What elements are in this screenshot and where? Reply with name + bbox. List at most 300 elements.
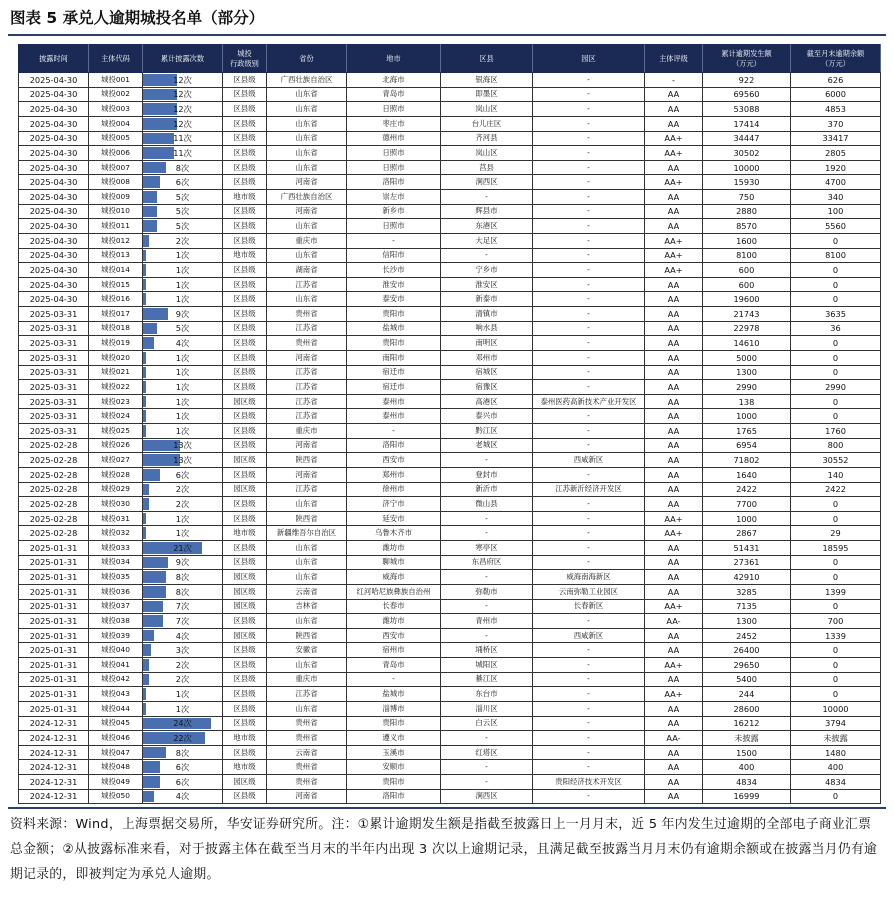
district-cell: 泰兴市 (441, 409, 533, 424)
level-cell: 区县级 (223, 789, 267, 804)
city-cell: 日照市 (347, 146, 441, 161)
disclosure-count-cell (143, 321, 223, 336)
district-cell: - (441, 731, 533, 746)
total-cell: 69560 (703, 87, 791, 102)
code-cell: 城投011 (89, 219, 143, 234)
province-cell: 河南省 (267, 204, 347, 219)
total-cell: 51431 (703, 541, 791, 556)
column-header: 披露时间 (19, 45, 89, 73)
province-cell: 河南省 (267, 350, 347, 365)
date-cell: 2025-03-31 (19, 394, 89, 409)
city-cell: 日照市 (347, 102, 441, 117)
count-label: 11次 (173, 133, 192, 144)
province-cell: 贵州省 (267, 716, 347, 731)
rating-cell: AA (645, 409, 703, 424)
level-cell: 地市级 (223, 248, 267, 263)
count-label: 2次 (175, 498, 190, 509)
table-row (19, 584, 881, 599)
table-row (19, 73, 881, 88)
code-cell: 城投044 (89, 701, 143, 716)
disclosure-count-cell (143, 643, 223, 658)
district-cell: - (441, 248, 533, 263)
date-cell: 2025-03-31 (19, 424, 89, 439)
park-cell: 云南弥勒工业园区 (533, 584, 645, 599)
table-row (19, 131, 881, 146)
count-label: 5次 (175, 323, 190, 334)
table-row (19, 687, 881, 702)
total-cell: 16999 (703, 789, 791, 804)
district-cell: - (441, 760, 533, 775)
column-header: 园区 (533, 45, 645, 73)
rating-cell: AA+ (645, 263, 703, 278)
city-cell: 宿迁市 (347, 365, 441, 380)
city-cell: 日照市 (347, 160, 441, 175)
code-cell: 城投026 (89, 438, 143, 453)
park-cell: - (533, 701, 645, 716)
total-cell: 922 (703, 73, 791, 88)
level-cell: 区县级 (223, 292, 267, 307)
disclosure-count-cell (143, 584, 223, 599)
total-cell: 53088 (703, 102, 791, 117)
date-cell: 2025-04-30 (19, 277, 89, 292)
park-cell: 贵阳经济技术开发区 (533, 775, 645, 790)
park-cell: - (533, 102, 645, 117)
table-row (19, 116, 881, 131)
disclosure-count-cell (143, 614, 223, 629)
total-cell: 42910 (703, 570, 791, 585)
province-cell: 江苏省 (267, 365, 347, 380)
level-cell: 区县级 (223, 73, 267, 88)
total-cell: 未披露 (703, 731, 791, 746)
province-cell: 重庆市 (267, 233, 347, 248)
park-cell: - (533, 541, 645, 556)
table-row (19, 424, 881, 439)
count-label: 6次 (175, 469, 190, 480)
code-cell: 城投003 (89, 102, 143, 117)
balance-cell: 30552 (791, 453, 881, 468)
park-cell: - (533, 614, 645, 629)
city-cell: 长春市 (347, 599, 441, 614)
disclosure-count-cell (143, 102, 223, 117)
city-cell: - (347, 424, 441, 439)
park-cell: 江苏新沂经济开发区 (533, 482, 645, 497)
disclosure-count-cell (143, 131, 223, 146)
park-cell: - (533, 131, 645, 146)
park-cell: - (533, 745, 645, 760)
district-cell: 清镇市 (441, 307, 533, 322)
date-cell: 2025-01-31 (19, 541, 89, 556)
total-cell: 5000 (703, 350, 791, 365)
count-label: 9次 (175, 308, 190, 319)
level-cell: 区县级 (223, 687, 267, 702)
code-cell: 城投036 (89, 584, 143, 599)
table-row (19, 350, 881, 365)
table-row (19, 190, 881, 205)
disclosure-count-cell (143, 628, 223, 643)
code-cell: 城投021 (89, 365, 143, 380)
level-cell: 园区级 (223, 584, 267, 599)
park-cell: - (533, 292, 645, 307)
park-cell: - (533, 219, 645, 234)
city-cell: 潍坊市 (347, 614, 441, 629)
column-header: 地市 (347, 45, 441, 73)
count-label: 8次 (175, 572, 190, 583)
balance-cell: 0 (791, 263, 881, 278)
rating-cell: AA- (645, 614, 703, 629)
rating-cell: AA+ (645, 146, 703, 161)
total-cell: 30502 (703, 146, 791, 161)
table-row (19, 482, 881, 497)
level-cell: 区县级 (223, 497, 267, 512)
disclosure-count-cell (143, 599, 223, 614)
city-cell: 崇左市 (347, 190, 441, 205)
city-cell: 潍坊市 (347, 541, 441, 556)
district-cell: - (441, 511, 533, 526)
total-cell: 2867 (703, 526, 791, 541)
date-cell: 2025-01-31 (19, 570, 89, 585)
level-cell: 区县级 (223, 658, 267, 673)
disclosure-count-cell (143, 760, 223, 775)
balance-cell: 626 (791, 73, 881, 88)
balance-cell: 36 (791, 321, 881, 336)
park-cell: - (533, 467, 645, 482)
province-cell: 江苏省 (267, 482, 347, 497)
district-cell: 新泰市 (441, 292, 533, 307)
balance-cell: 0 (791, 511, 881, 526)
total-cell: 16212 (703, 716, 791, 731)
disclosure-count-cell (143, 482, 223, 497)
balance-cell: 6000 (791, 87, 881, 102)
park-cell: 长春新区 (533, 599, 645, 614)
city-cell: 郑州市 (347, 467, 441, 482)
city-cell: 盐城市 (347, 687, 441, 702)
province-cell: 江苏省 (267, 380, 347, 395)
level-cell: 区县级 (223, 555, 267, 570)
level-cell: 区县级 (223, 321, 267, 336)
code-cell: 城投027 (89, 453, 143, 468)
column-header: 主体评级 (645, 45, 703, 73)
total-cell: 1500 (703, 745, 791, 760)
table-row (19, 775, 881, 790)
disclosure-count-cell (143, 789, 223, 804)
total-cell: 2880 (703, 204, 791, 219)
balance-cell: 1399 (791, 584, 881, 599)
district-cell: 登封市 (441, 467, 533, 482)
date-cell: 2024-12-31 (19, 775, 89, 790)
park-cell: - (533, 116, 645, 131)
balance-cell: 2422 (791, 482, 881, 497)
city-cell: 洛阳市 (347, 789, 441, 804)
count-label: 12次 (173, 89, 192, 100)
date-cell: 2025-04-30 (19, 102, 89, 117)
park-cell: - (533, 672, 645, 687)
province-cell: 江苏省 (267, 687, 347, 702)
count-label: 9次 (175, 557, 190, 568)
level-cell: 区县级 (223, 424, 267, 439)
table-row (19, 570, 881, 585)
disclosure-count-cell (143, 775, 223, 790)
park-cell: - (533, 789, 645, 804)
date-cell: 2025-04-30 (19, 292, 89, 307)
disclosure-count-cell (143, 716, 223, 731)
balance-cell: 2805 (791, 146, 881, 161)
disclosure-count-cell (143, 160, 223, 175)
balance-cell: 3794 (791, 716, 881, 731)
balance-cell: 4853 (791, 102, 881, 117)
rating-cell: AA (645, 219, 703, 234)
city-cell: 宿迁市 (347, 380, 441, 395)
province-cell: 山东省 (267, 292, 347, 307)
balance-cell: 3635 (791, 307, 881, 322)
code-cell: 城投035 (89, 570, 143, 585)
total-cell: 29650 (703, 658, 791, 673)
rating-cell: AA+ (645, 131, 703, 146)
province-cell: 山东省 (267, 146, 347, 161)
count-label: 1次 (175, 352, 190, 363)
date-cell: 2025-04-30 (19, 175, 89, 190)
rating-cell: AA (645, 277, 703, 292)
city-cell: 洛阳市 (347, 438, 441, 453)
code-cell: 城投028 (89, 467, 143, 482)
province-cell: 贵州省 (267, 775, 347, 790)
table-row (19, 175, 881, 190)
district-cell: - (441, 453, 533, 468)
total-cell: 1000 (703, 511, 791, 526)
balance-cell: 100 (791, 204, 881, 219)
count-label: 2次 (175, 674, 190, 685)
count-label: 7次 (175, 615, 190, 626)
code-cell: 城投002 (89, 87, 143, 102)
rating-cell: AA- (645, 731, 703, 746)
code-cell: 城投010 (89, 204, 143, 219)
code-cell: 城投023 (89, 394, 143, 409)
level-cell: 区县级 (223, 438, 267, 453)
total-cell: 17414 (703, 116, 791, 131)
date-cell: 2025-01-31 (19, 614, 89, 629)
total-cell: 138 (703, 394, 791, 409)
rating-cell: AA (645, 672, 703, 687)
level-cell: 区县级 (223, 307, 267, 322)
province-cell: 山东省 (267, 87, 347, 102)
disclosure-count-cell (143, 219, 223, 234)
park-cell: - (533, 73, 645, 88)
province-cell: 江苏省 (267, 321, 347, 336)
count-label: 5次 (175, 191, 190, 202)
district-cell: 老城区 (441, 438, 533, 453)
code-cell: 城投012 (89, 233, 143, 248)
balance-cell: 0 (791, 599, 881, 614)
disclosure-count-cell (143, 497, 223, 512)
date-cell: 2025-01-31 (19, 643, 89, 658)
source-note: 资料来源：Wind，上海票据交易所，华安证券研究所。注：①累计逾期发生额是指截至披露日上一月月末，近 5 年内发生过逾期的全部电子商业汇票总金额；②从披露标准来看，对于披露主体在截至当月末的半年内出现 3 次以上逾期记录，且满足截至披露当月月末仍有逾期余额或在披露当月仍有逾期记录的，即被判定为承兑人逾期。 (10, 817, 878, 882)
province-cell: 贵州省 (267, 731, 347, 746)
park-cell: - (533, 409, 645, 424)
park-cell: 西咸新区 (533, 453, 645, 468)
park-cell: - (533, 380, 645, 395)
level-cell: 区县级 (223, 263, 267, 278)
province-cell: 吉林省 (267, 599, 347, 614)
level-cell: 区县级 (223, 116, 267, 131)
date-cell: 2024-12-31 (19, 745, 89, 760)
table-row (19, 658, 881, 673)
balance-cell: 370 (791, 116, 881, 131)
total-cell: 7135 (703, 599, 791, 614)
total-cell: 19600 (703, 292, 791, 307)
code-cell: 城投016 (89, 292, 143, 307)
total-cell: 6954 (703, 438, 791, 453)
rating-cell: AA (645, 438, 703, 453)
column-header: 截至月末逾期余额 （万元） (791, 45, 881, 73)
table-row (19, 146, 881, 161)
district-cell: - (441, 526, 533, 541)
province-cell: 河南省 (267, 175, 347, 190)
code-cell: 城投013 (89, 248, 143, 263)
count-label: 1次 (175, 381, 190, 392)
park-cell: - (533, 277, 645, 292)
code-cell: 城投046 (89, 731, 143, 746)
code-cell: 城投018 (89, 321, 143, 336)
count-label: 1次 (175, 264, 190, 275)
province-cell: 山东省 (267, 219, 347, 234)
park-cell: - (533, 263, 645, 278)
count-label: 21次 (173, 542, 192, 553)
park-cell: - (533, 643, 645, 658)
rating-cell: AA (645, 190, 703, 205)
park-cell: - (533, 336, 645, 351)
total-cell: 4834 (703, 775, 791, 790)
city-cell: 淄博市 (347, 701, 441, 716)
column-header: 区县 (441, 45, 533, 73)
rating-cell: AA (645, 716, 703, 731)
disclosure-count-cell (143, 745, 223, 760)
level-cell: 园区级 (223, 482, 267, 497)
rating-cell: AA (645, 701, 703, 716)
level-cell: 区县级 (223, 511, 267, 526)
district-cell: - (441, 775, 533, 790)
level-cell: 区县级 (223, 87, 267, 102)
table-row (19, 307, 881, 322)
city-cell: 贵阳市 (347, 716, 441, 731)
province-cell: 广西壮族自治区 (267, 73, 347, 88)
table-row (19, 745, 881, 760)
city-cell: 安顺市 (347, 760, 441, 775)
total-cell: 1300 (703, 614, 791, 629)
disclosure-count-cell (143, 277, 223, 292)
column-header: 累计逾期发生额 （万元） (703, 45, 791, 73)
total-cell: 400 (703, 760, 791, 775)
count-label: 1次 (175, 279, 190, 290)
header-row (19, 45, 881, 73)
park-cell: - (533, 190, 645, 205)
province-cell: 江苏省 (267, 409, 347, 424)
table-row (19, 336, 881, 351)
code-cell: 城投045 (89, 716, 143, 731)
city-cell: 遵义市 (347, 731, 441, 746)
code-cell: 城投025 (89, 424, 143, 439)
district-cell: 银海区 (441, 73, 533, 88)
balance-cell: 1920 (791, 160, 881, 175)
count-label: 12次 (173, 118, 192, 129)
date-cell: 2024-12-31 (19, 731, 89, 746)
park-cell: - (533, 204, 645, 219)
province-cell: 山东省 (267, 658, 347, 673)
city-cell: 延安市 (347, 511, 441, 526)
code-cell: 城投050 (89, 789, 143, 804)
date-cell: 2025-04-30 (19, 116, 89, 131)
province-cell: 陕西省 (267, 628, 347, 643)
disclosure-count-cell (143, 526, 223, 541)
code-cell: 城投039 (89, 628, 143, 643)
table-row (19, 643, 881, 658)
park-cell: - (533, 321, 645, 336)
count-label: 8次 (175, 586, 190, 597)
column-header: 累计披露次数 (143, 45, 223, 73)
district-cell: - (441, 628, 533, 643)
park-cell: - (533, 438, 645, 453)
total-cell: 14610 (703, 336, 791, 351)
balance-cell: 2990 (791, 380, 881, 395)
disclosure-count-cell (143, 687, 223, 702)
balance-cell: 0 (791, 643, 881, 658)
rating-cell: AA (645, 394, 703, 409)
rating-cell: AA (645, 541, 703, 556)
code-cell: 城投032 (89, 526, 143, 541)
date-cell: 2025-04-30 (19, 190, 89, 205)
table-row (19, 760, 881, 775)
province-cell: 山东省 (267, 131, 347, 146)
balance-cell: 0 (791, 233, 881, 248)
city-cell: 青岛市 (347, 658, 441, 673)
rating-cell: AA (645, 570, 703, 585)
code-cell: 城投049 (89, 775, 143, 790)
province-cell: 陕西省 (267, 511, 347, 526)
top-rule (8, 34, 886, 36)
rating-cell: AA (645, 745, 703, 760)
total-cell: 1000 (703, 409, 791, 424)
total-cell: 10000 (703, 160, 791, 175)
total-cell: 244 (703, 687, 791, 702)
rating-cell: AA (645, 307, 703, 322)
park-cell: - (533, 248, 645, 263)
level-cell: 区县级 (223, 467, 267, 482)
park-cell: 西咸新区 (533, 628, 645, 643)
count-label: 1次 (175, 294, 190, 305)
count-label: 7次 (175, 601, 190, 612)
park-cell: - (533, 716, 645, 731)
date-cell: 2025-03-31 (19, 350, 89, 365)
table-row (19, 716, 881, 731)
disclosure-count-cell (143, 263, 223, 278)
table-row (19, 614, 881, 629)
date-cell: 2025-04-30 (19, 73, 89, 88)
level-cell: 地市级 (223, 526, 267, 541)
level-cell: 区县级 (223, 672, 267, 687)
disclosure-count-cell (143, 175, 223, 190)
level-cell: 区县级 (223, 204, 267, 219)
level-cell: 区县级 (223, 614, 267, 629)
overdue-list-table (18, 44, 881, 804)
date-cell: 2025-03-31 (19, 409, 89, 424)
column-header: 主体代码 (89, 45, 143, 73)
level-cell: 区县级 (223, 233, 267, 248)
total-cell: 26400 (703, 643, 791, 658)
code-cell: 城投048 (89, 760, 143, 775)
balance-cell: 0 (791, 555, 881, 570)
district-cell: 南明区 (441, 336, 533, 351)
disclosure-count-cell (143, 190, 223, 205)
count-label: 6次 (175, 762, 190, 773)
count-label: 12次 (173, 104, 192, 115)
